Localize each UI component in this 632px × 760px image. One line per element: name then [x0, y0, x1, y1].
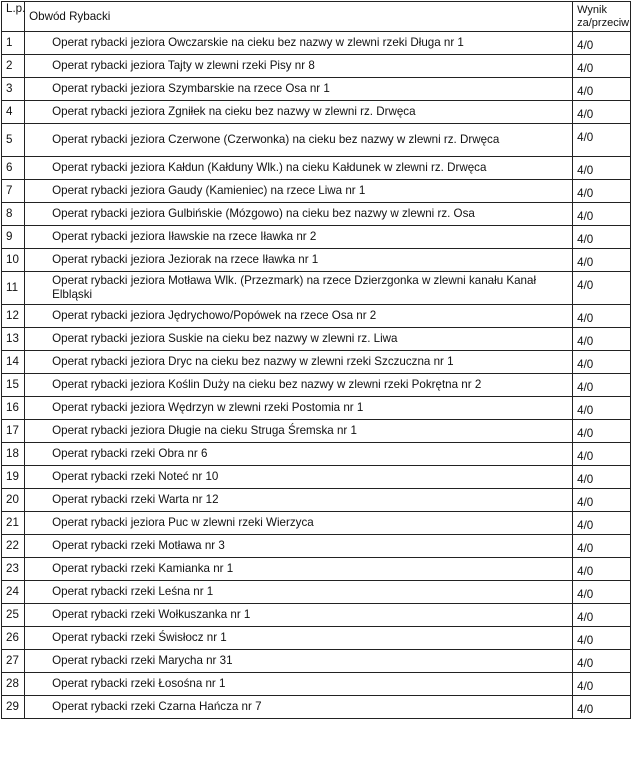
row-result: 4/0: [573, 512, 631, 535]
row-lp: 16: [2, 397, 25, 420]
table-row: [2, 374, 631, 397]
header-result: Wynik za/przeciw: [573, 2, 631, 32]
row-lp: 24: [2, 581, 25, 604]
table-row: [2, 535, 631, 558]
table-row: [2, 55, 631, 78]
row-lp: 4: [2, 101, 25, 124]
row-lp: 2: [2, 55, 25, 78]
row-lp: 14: [2, 351, 25, 374]
row-result: 4/0: [573, 489, 631, 512]
row-lp: 20: [2, 489, 25, 512]
table-row: [2, 604, 631, 627]
row-district-name: Operat rybacki jeziora Motława Wlk. (Przezmark) na rzece Dzierzgonka w zlewni kanału Kanał Elbląski: [25, 272, 573, 305]
table-row: [2, 78, 631, 101]
table-row: [2, 351, 631, 374]
row-district-name: Operat rybacki jeziora Iławskie na rzece Iławka nr 2: [25, 226, 573, 249]
row-result: 4/0: [573, 673, 631, 696]
row-result: 4/0: [573, 55, 631, 78]
row-district-name: Operat rybacki jeziora Długie na cieku Struga Śremska nr 1: [25, 420, 573, 443]
row-result: 4/0: [573, 558, 631, 581]
table-row: [2, 226, 631, 249]
row-district-name: Operat rybacki jeziora Koślin Duży na cieku bez nazwy w zlewni rzeki Pokrętna nr 2: [25, 374, 573, 397]
row-lp: 22: [2, 535, 25, 558]
table-row: [2, 32, 631, 55]
row-lp: 12: [2, 305, 25, 328]
row-lp: 10: [2, 249, 25, 272]
row-district-name: Operat rybacki jeziora Kałdun (Kałduny Wlk.) na cieku Kałdunek w zlewni rz. Drwęca: [25, 157, 573, 180]
row-district-name: Operat rybacki rzeki Marycha nr 31: [25, 650, 573, 673]
row-district-name: Operat rybacki jeziora Puc w zlewni rzeki Wierzyca: [25, 512, 573, 535]
row-district-name: Operat rybacki rzeki Obra nr 6: [25, 443, 573, 466]
table-row: [2, 489, 631, 512]
row-result: 4/0: [573, 696, 631, 719]
row-result: 4/0: [573, 650, 631, 673]
row-district-name: Operat rybacki jeziora Suskie na cieku bez nazwy w zlewni rz. Liwa: [25, 328, 573, 351]
table-row: [2, 673, 631, 696]
table-row: [2, 558, 631, 581]
row-district-name: Operat rybacki jeziora Tajty w zlewni rzeki Pisy nr 8: [25, 55, 573, 78]
table-row: [2, 581, 631, 604]
row-lp: 15: [2, 374, 25, 397]
table-row: [2, 305, 631, 328]
row-result: 4/0: [573, 627, 631, 650]
row-result: 4/0: [573, 226, 631, 249]
row-lp: 1: [2, 32, 25, 55]
row-result: 4/0: [573, 397, 631, 420]
row-lp: 13: [2, 328, 25, 351]
row-result: 4/0: [573, 157, 631, 180]
row-district-name: Operat rybacki rzeki Warta nr 12: [25, 489, 573, 512]
row-district-name: Operat rybacki rzeki Świsłocz nr 1: [25, 627, 573, 650]
table-row: [2, 627, 631, 650]
row-district-name: Operat rybacki rzeki Noteć nr 10: [25, 466, 573, 489]
row-lp: 7: [2, 180, 25, 203]
row-result: 4/0: [573, 443, 631, 466]
row-lp: 11: [2, 272, 25, 305]
table-row: [2, 157, 631, 180]
row-result: 4/0: [573, 32, 631, 55]
row-lp: 8: [2, 203, 25, 226]
row-result: 4/0: [573, 272, 631, 305]
row-district-name: Operat rybacki rzeki Kamianka nr 1: [25, 558, 573, 581]
row-result: 4/0: [573, 249, 631, 272]
row-lp: 17: [2, 420, 25, 443]
row-district-name: Operat rybacki jeziora Owczarskie na cieku bez nazwy w zlewni rzeki Długa nr 1: [25, 32, 573, 55]
table-row: [2, 466, 631, 489]
row-lp: 28: [2, 673, 25, 696]
row-district-name: Operat rybacki rzeki Motława nr 3: [25, 535, 573, 558]
row-district-name: Operat rybacki jeziora Dryc na cieku bez nazwy w zlewni rzeki Szczuczna nr 1: [25, 351, 573, 374]
row-district-name: Operat rybacki rzeki Łosośna nr 1: [25, 673, 573, 696]
row-result: 4/0: [573, 535, 631, 558]
row-district-name: Operat rybacki rzeki Wołkuszanka nr 1: [25, 604, 573, 627]
table-row: [2, 124, 631, 157]
row-result: 4/0: [573, 581, 631, 604]
row-district-name: Operat rybacki rzeki Czarna Hańcza nr 7: [25, 696, 573, 719]
row-lp: 21: [2, 512, 25, 535]
table-row: [2, 180, 631, 203]
row-lp: 5: [2, 124, 25, 157]
row-lp: 3: [2, 78, 25, 101]
row-lp: 23: [2, 558, 25, 581]
row-lp: 6: [2, 157, 25, 180]
table-row: [2, 272, 631, 305]
row-lp: 29: [2, 696, 25, 719]
row-result: 4/0: [573, 604, 631, 627]
table-row: [2, 397, 631, 420]
row-district-name: Operat rybacki jeziora Jędrychowo/Popówek na rzece Osa nr 2: [25, 305, 573, 328]
table-body: [2, 32, 631, 719]
table-row: [2, 696, 631, 719]
row-result: 4/0: [573, 466, 631, 489]
table-header-row: [2, 2, 631, 32]
row-result: 4/0: [573, 328, 631, 351]
row-result: 4/0: [573, 78, 631, 101]
row-result: 4/0: [573, 101, 631, 124]
row-lp: 26: [2, 627, 25, 650]
row-district-name: Operat rybacki jeziora Wędrzyn w zlewni rzeki Postomia nr 1: [25, 397, 573, 420]
table-row: [2, 101, 631, 124]
row-lp: 9: [2, 226, 25, 249]
row-result: 4/0: [573, 305, 631, 328]
table-row: [2, 443, 631, 466]
row-result: 4/0: [573, 420, 631, 443]
table-row: [2, 420, 631, 443]
row-district-name: Operat rybacki jeziora Czerwone (Czerwonka) na cieku bez nazwy w zlewni rz. Drwęca: [25, 124, 573, 157]
row-lp: 25: [2, 604, 25, 627]
row-result: 4/0: [573, 374, 631, 397]
row-result: 4/0: [573, 180, 631, 203]
header-district: Obwód Rybacki: [25, 2, 573, 32]
row-district-name: Operat rybacki jeziora Gaudy (Kamieniec) na rzece Liwa nr 1: [25, 180, 573, 203]
row-district-name: Operat rybacki rzeki Leśna nr 1: [25, 581, 573, 604]
row-lp: 18: [2, 443, 25, 466]
row-lp: 27: [2, 650, 25, 673]
header-lp: L.p.: [2, 2, 25, 32]
fishing-districts-table: [1, 1, 631, 719]
table-row: [2, 512, 631, 535]
table-row: [2, 249, 631, 272]
row-district-name: Operat rybacki jeziora Gulbińskie (Mózgowo) na cieku bez nazwy w zlewni rz. Osa: [25, 203, 573, 226]
row-district-name: Operat rybacki jeziora Zgniłek na cieku bez nazwy w zlewni rz. Drwęca: [25, 101, 573, 124]
table-row: [2, 328, 631, 351]
row-lp: 19: [2, 466, 25, 489]
row-district-name: Operat rybacki jeziora Jeziorak na rzece Iławka nr 1: [25, 249, 573, 272]
row-result: 4/0: [573, 351, 631, 374]
row-result: 4/0: [573, 124, 631, 157]
table-row: [2, 203, 631, 226]
table-row: [2, 650, 631, 673]
row-district-name: Operat rybacki jeziora Szymbarskie na rzece Osa nr 1: [25, 78, 573, 101]
row-result: 4/0: [573, 203, 631, 226]
